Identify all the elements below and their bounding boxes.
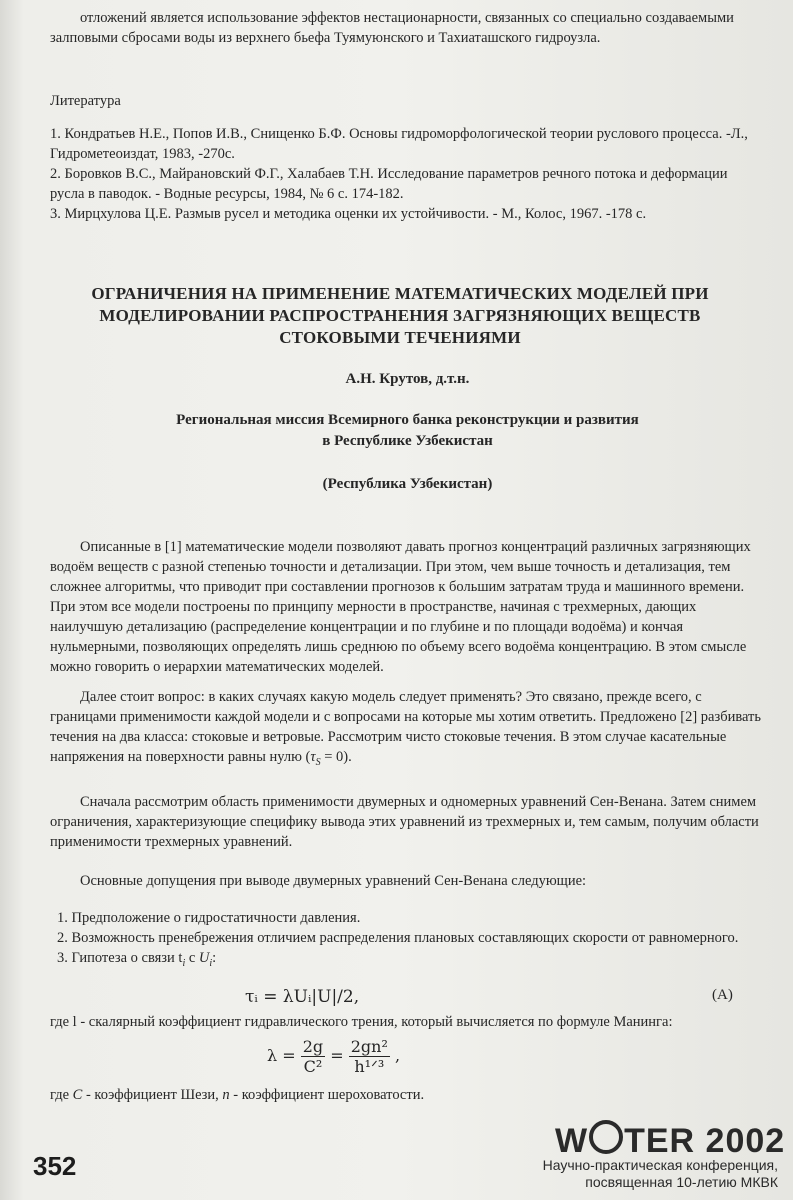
page-number: 352 (33, 1151, 77, 1181)
formula-a: τᵢ = λUᵢ|U|/2, (245, 987, 360, 1007)
body-paragraph-1: Описанные в [1] математические модели позволяют давать прогноз концентраций различных загрязняющих водоём веществ с разной степенью точности и детализации. При этом, чем выше точность и детализация, тем сложнее алгоритмы, что приводит при составлении прогнозов к большим затратам труда и машинного времени. При этом все модели построены по принципу мерности в пространстве, начиная с трехмерных, дающих наилучшую детализацию (распределение концентрации и по глубине и по площади водоёма) и кончая нульмерными, позволяющих определять лишь среднюю по объему всего водоёма концентрацию. В этом смысле можно говорить о иерархии математических моделей. (50, 539, 751, 675)
water-drop-icon (589, 1120, 623, 1154)
article-title: ОГРАНИЧЕНИЯ НА ПРИМЕНЕНИЕ МАТЕМАТИЧЕСКИХ МОДЕЛЕЙ ПРИ МОДЕЛИРОВАНИИ РАСПРОСТРАНЕНИЯ ЗАГРЯЗНЯЮЩИХ ВЕЩЕСТВ СТОКОВЫМИ ТЕЧЕНИЯМИ (91, 284, 709, 347)
body-paragraph-5: где l - скалярный коэффициент гидравлического трения, который вычисляется по формуле Манинга: (50, 1014, 673, 1030)
article-affiliation: Региональная миссия Всемирного банка реконструкции и развития в Республике Узбекистан (176, 412, 639, 449)
reference-item-2: 2. Боровков В.С., Майрановский Ф.Г., Халабаев Т.Н. Исследование параметров речного потока и деформации русла в паводок. - Водные ресурсы, 1984, № 6 с. 174-182. (50, 166, 728, 202)
references-heading: Литература (50, 93, 121, 109)
body-paragraph-3: Сначала рассмотрим область применимости двумерных и одномерных уравнений Сен-Венана. Затем снимем ограничения, характеризующие специфику вывода этих уравнений из трехмерных и, тем самым, получим области применимости трехмерных уравнений. (50, 794, 759, 850)
water-2002-logo: W TER 2002 (555, 1122, 786, 1160)
reference-item-1: 1. Кондратьев Н.Е., Попов И.В., Снищенко Б.Ф. Основы гидроморфологической теории руслового процесса. -Л., Гидрометеоиздат, 1983, -270с. (50, 126, 748, 162)
conference-caption: Научно-практическая конференция, посвященная 10-летию МКВК (542, 1157, 778, 1190)
list-item-1: 1. Предположение о гидростатичности давления. (57, 910, 361, 926)
article-author: А.Н. Крутов, д.т.н. (345, 371, 470, 387)
body-paragraph-6: где C - коэффициент Шези, n - коэффициент шероховатости. (50, 1087, 425, 1103)
top-paragraph: отложений является использование эффектов нестационарности, связанных со специально создаваемыми залповыми сбросами воды из верхнего бьефа Туямуюнского и Тахиаташского гидроузла. (50, 10, 734, 46)
body-paragraph-4: Основные допущения при выводе двумерных уравнений Сен-Венана следующие: (80, 873, 587, 889)
formula-b: λ = $\frac{2g}{\text{C²}}$ = $\frac{\text{2gn²}}{\text{h¹ᐟ³}}$ , (267, 1037, 401, 1076)
reference-item-3: 3. Мирцхулова Ц.Е. Размыв русел и методика оценки их устойчивости. - М., Колос, 1967. -178 с. (50, 206, 647, 222)
formula-a-label: (A) (712, 987, 733, 1003)
references-list (50, 124, 765, 224)
assumptions-list (50, 908, 765, 974)
article-country: (Республика Узбекистан) (322, 476, 493, 492)
body-paragraph-2: Далее стоит вопрос: в каких случаях какую модель следует применять? Это связано, прежде всего, с границами применимости каждой модели и с вопросами на которые мы хотим ответить. Предложено [2] разбивать течения на два класса: стоковые и ветровые. Рассмотрим чисто стоковые течения. В этом случае касательные напряжения на поверхности равны нулю $(\tau_S = 0)$. (50, 689, 761, 768)
list-item-2: 2. Возможность пренебрежения отличием распределения плановых составляющих скорости от равномерного. (57, 930, 739, 946)
list-item-3: 3. Гипотеза о связи $t_i$ с $U_i$: (57, 950, 217, 969)
